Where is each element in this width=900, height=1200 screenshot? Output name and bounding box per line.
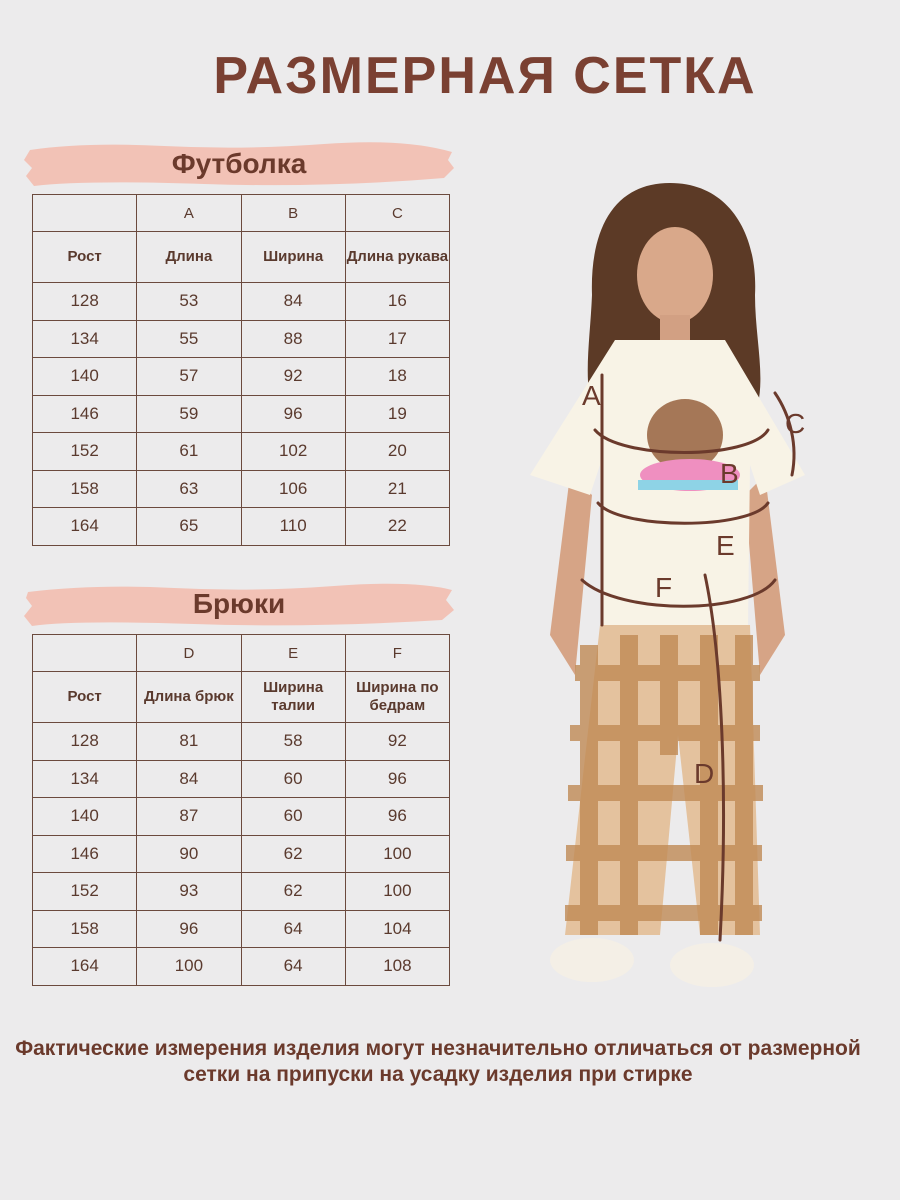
letter-cell: C: [345, 195, 449, 232]
table-cell: 152: [33, 433, 137, 471]
table-cell: 16: [345, 283, 449, 321]
letter-cell: D: [137, 635, 241, 672]
table-cell: 84: [137, 760, 241, 798]
table-row: [33, 910, 450, 948]
header-cell: Ширина талии: [241, 672, 345, 723]
table-cell: 81: [137, 723, 241, 761]
table-row: [33, 395, 450, 433]
table-row: [33, 948, 450, 986]
header-cell: Ширина: [241, 232, 345, 283]
pants-size-table: [32, 634, 450, 986]
face-shape: [637, 227, 713, 323]
tshirt-section: [32, 138, 450, 546]
table-cell: 92: [345, 723, 449, 761]
header-cell: Рост: [33, 232, 137, 283]
table-cell: 53: [137, 283, 241, 321]
table-cell: 88: [241, 320, 345, 358]
table-row: [33, 723, 450, 761]
table-cell: 134: [33, 320, 137, 358]
table-cell: 96: [345, 760, 449, 798]
table-row: [33, 320, 450, 358]
table-cell: 61: [137, 433, 241, 471]
letter-cell: [33, 635, 137, 672]
table-row: [33, 508, 450, 546]
table-cell: 128: [33, 723, 137, 761]
letter-cell: E: [241, 635, 345, 672]
table-cell: 128: [33, 283, 137, 321]
header-cell: Длина брюк: [137, 672, 241, 723]
table-cell: 100: [137, 948, 241, 986]
table-row: [33, 470, 450, 508]
table-cell: 106: [241, 470, 345, 508]
letter-cell: A: [137, 195, 241, 232]
letter-cell: B: [241, 195, 345, 232]
table-cell: 110: [241, 508, 345, 546]
table-cell: 62: [241, 835, 345, 873]
label-d: D: [694, 758, 715, 789]
letter-cell: [33, 195, 137, 232]
table-cell: 17: [345, 320, 449, 358]
table-cell: 92: [241, 358, 345, 396]
table-cell: 96: [345, 798, 449, 836]
table-cell: 87: [137, 798, 241, 836]
table-cell: 64: [241, 948, 345, 986]
table-cell: 20: [345, 433, 449, 471]
tshirt-header: [24, 138, 454, 192]
table-cell: 62: [241, 873, 345, 911]
table-row: [33, 358, 450, 396]
header-row: [33, 672, 450, 723]
label-f: F: [655, 572, 673, 603]
table-cell: 164: [33, 508, 137, 546]
header-cell: Рост: [33, 672, 137, 723]
right-slipper: [670, 943, 754, 987]
table-cell: 21: [345, 470, 449, 508]
table-cell: 158: [33, 910, 137, 948]
label-b: B: [720, 458, 739, 489]
table-cell: 65: [137, 508, 241, 546]
table-cell: 134: [33, 760, 137, 798]
header-cell: Длина рукава: [345, 232, 449, 283]
label-a: A: [582, 380, 601, 411]
table-row: [33, 873, 450, 911]
table-cell: 18: [345, 358, 449, 396]
table-cell: 63: [137, 470, 241, 508]
table-cell: 140: [33, 798, 137, 836]
table-cell: 96: [137, 910, 241, 948]
table-cell: 84: [241, 283, 345, 321]
header-cell: Ширина по бедрам: [345, 672, 449, 723]
table-cell: 146: [33, 395, 137, 433]
table-cell: 58: [241, 723, 345, 761]
page-title: РАЗМЕРНАЯ СЕТКА: [213, 47, 757, 105]
table-cell: 164: [33, 948, 137, 986]
letters-row: [33, 195, 450, 232]
pants-header: [24, 578, 454, 632]
table-cell: 90: [137, 835, 241, 873]
table-cell: 96: [241, 395, 345, 433]
disclaimer-text: Фактические измерения изделия могут незначительно отличаться от размерной сетки на припуски на усадку изделия при стирке: [15, 1037, 861, 1086]
table-cell: 158: [33, 470, 137, 508]
header-cell: Длина: [137, 232, 241, 283]
letters-row: [33, 635, 450, 672]
model-figure: [520, 175, 820, 995]
table-cell: 104: [345, 910, 449, 948]
table-cell: 108: [345, 948, 449, 986]
table-cell: 60: [241, 798, 345, 836]
table-cell: 102: [241, 433, 345, 471]
table-cell: 59: [137, 395, 241, 433]
pants-section: [32, 578, 450, 986]
table-row: [33, 283, 450, 321]
tshirt-title: Футболка: [171, 148, 307, 179]
table-row: [33, 835, 450, 873]
tshirt-size-table: [32, 194, 450, 546]
table-row: [33, 433, 450, 471]
table-cell: 100: [345, 873, 449, 911]
table-cell: 152: [33, 873, 137, 911]
table-row: [33, 798, 450, 836]
table-cell: 146: [33, 835, 137, 873]
table-cell: 22: [345, 508, 449, 546]
table-cell: 100: [345, 835, 449, 873]
label-c: C: [785, 408, 806, 439]
header-row: [33, 232, 450, 283]
letter-cell: F: [345, 635, 449, 672]
label-e: E: [716, 530, 735, 561]
table-cell: 19: [345, 395, 449, 433]
table-cell: 60: [241, 760, 345, 798]
model-photo-illustration: [520, 175, 820, 995]
left-slipper: [550, 938, 634, 982]
table-cell: 57: [137, 358, 241, 396]
table-row: [33, 760, 450, 798]
table-cell: 140: [33, 358, 137, 396]
table-cell: 55: [137, 320, 241, 358]
pants-title: Брюки: [192, 588, 286, 619]
table-cell: 93: [137, 873, 241, 911]
table-cell: 64: [241, 910, 345, 948]
